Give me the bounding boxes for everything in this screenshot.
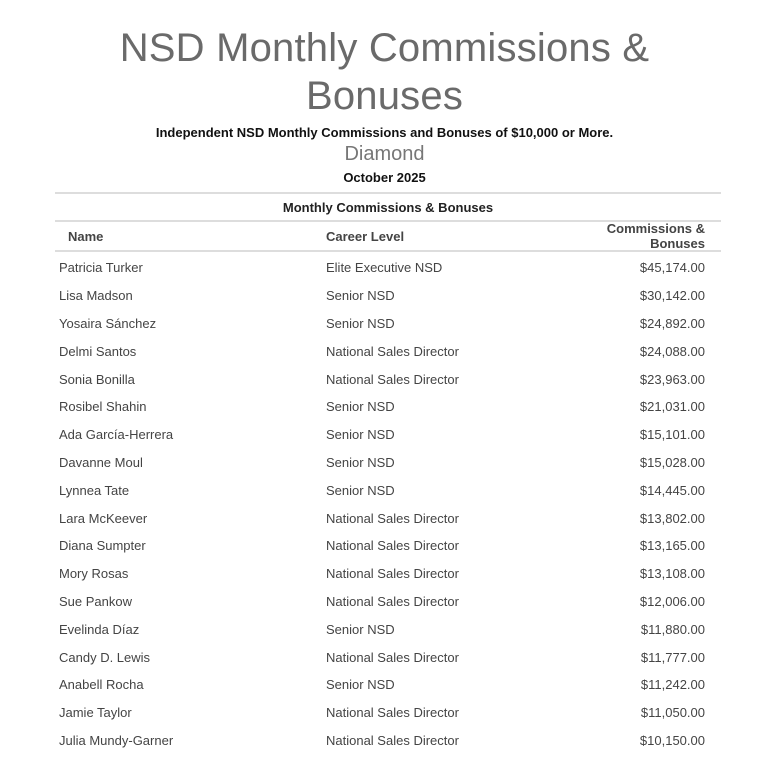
table-row [55, 504, 721, 532]
cell-name: Diana Sumpter [59, 538, 146, 554]
cell-name: Davanne Moul [59, 454, 143, 470]
cell-amount: $45,174.00 [639, 260, 705, 276]
cell-name: Evelinda Díaz [59, 621, 140, 637]
table-row [55, 727, 721, 755]
cell-name: Delmi Santos [59, 343, 137, 359]
page-subtitle: Independent NSD Monthly Commissions and Bonuses of $10,000 or More. [155, 125, 614, 140]
cell-career-level: National Sales Director [326, 538, 459, 554]
column-header-career-level: Career Level [326, 228, 405, 244]
tier-label: Diamond [344, 143, 425, 165]
cell-name: Julia Mundy-Garner [59, 732, 174, 748]
table-row [55, 588, 721, 616]
table-header-row [55, 222, 721, 252]
cell-name: Sonia Bonilla [59, 371, 135, 387]
table-row [55, 365, 721, 393]
cell-amount: $11,777.00 [640, 649, 705, 665]
cell-name: Rosibel Shahin [59, 399, 147, 415]
cell-name: Jamie Taylor [59, 705, 132, 721]
cell-career-level: National Sales Director [326, 705, 459, 721]
table-row [55, 310, 721, 338]
cell-career-level: National Sales Director [326, 371, 459, 387]
cell-career-level: National Sales Director [326, 343, 459, 359]
cell-amount: $21,031.00 [639, 399, 705, 415]
cell-amount: $12,006.00 [639, 593, 705, 609]
cell-career-level: Senior NSD [326, 482, 395, 498]
cell-career-level: National Sales Director [326, 566, 459, 582]
cell-name: Lisa Madson [59, 288, 133, 304]
cell-amount: $13,108.00 [639, 566, 705, 582]
table-row [55, 476, 721, 504]
cell-amount: $15,028.00 [639, 454, 705, 470]
cell-name: Ada García-Herrera [59, 427, 174, 443]
table-row [55, 337, 721, 365]
cell-career-level: Senior NSD [326, 315, 395, 331]
cell-name: Sue Pankow [59, 593, 132, 609]
cell-name: Yosaira Sánchez [59, 315, 157, 331]
table-row [55, 254, 721, 282]
cell-name: Anabell Rocha [59, 677, 144, 693]
cell-career-level: National Sales Director [326, 593, 459, 609]
table-row [55, 532, 721, 560]
cell-career-level: National Sales Director [326, 510, 459, 526]
cell-name: Patricia Turker [59, 260, 143, 276]
table-row [55, 699, 721, 727]
table-caption: Monthly Commissions & Bonuses [55, 192, 721, 222]
page-title [0, 24, 769, 120]
table-row [55, 449, 721, 477]
cell-career-level: Senior NSD [326, 288, 395, 304]
cell-career-level: Senior NSD [326, 677, 395, 693]
cell-amount: $11,050.00 [640, 705, 705, 721]
cell-name: Mory Rosas [59, 566, 129, 582]
cell-amount: $13,802.00 [639, 510, 705, 526]
table-row [55, 671, 721, 699]
page-title-line-2: Bonuses [305, 74, 464, 118]
column-header-amount: Commissions & Bonuses [606, 221, 705, 251]
cell-amount: $10,150.00 [639, 732, 705, 748]
cell-amount: $11,242.00 [640, 677, 705, 693]
cell-amount: $15,101.00 [639, 427, 705, 443]
table-row [55, 643, 721, 671]
cell-career-level: National Sales Director [326, 732, 459, 748]
cell-amount: $24,892.00 [639, 315, 705, 331]
cell-amount: $13,165.00 [639, 538, 705, 554]
cell-career-level: Senior NSD [326, 454, 395, 470]
cell-career-level: National Sales Director [326, 649, 459, 665]
page-title-line-1: NSD Monthly Commissions & [119, 26, 650, 70]
cell-amount: $23,963.00 [639, 371, 705, 387]
cell-amount: $24,088.00 [639, 343, 705, 359]
cell-name: Lara McKeever [59, 510, 148, 526]
table-row [55, 282, 721, 310]
table-row [55, 560, 721, 588]
commissions-table [55, 192, 721, 754]
table-row [55, 393, 721, 421]
table-body [55, 252, 721, 754]
cell-name: Lynnea Tate [59, 482, 130, 498]
period-label: October 2025 [343, 170, 426, 185]
table-row [55, 421, 721, 449]
cell-career-level: Senior NSD [326, 427, 395, 443]
cell-career-level: Senior NSD [326, 621, 395, 637]
cell-amount: $11,880.00 [640, 621, 705, 637]
column-header-name: Name [68, 228, 104, 244]
cell-name: Candy D. Lewis [59, 649, 151, 665]
cell-amount: $14,445.00 [639, 482, 705, 498]
table-row [55, 615, 721, 643]
cell-career-level: Elite Executive NSD [326, 260, 443, 276]
cell-amount: $30,142.00 [639, 288, 705, 304]
cell-career-level: Senior NSD [326, 399, 395, 415]
